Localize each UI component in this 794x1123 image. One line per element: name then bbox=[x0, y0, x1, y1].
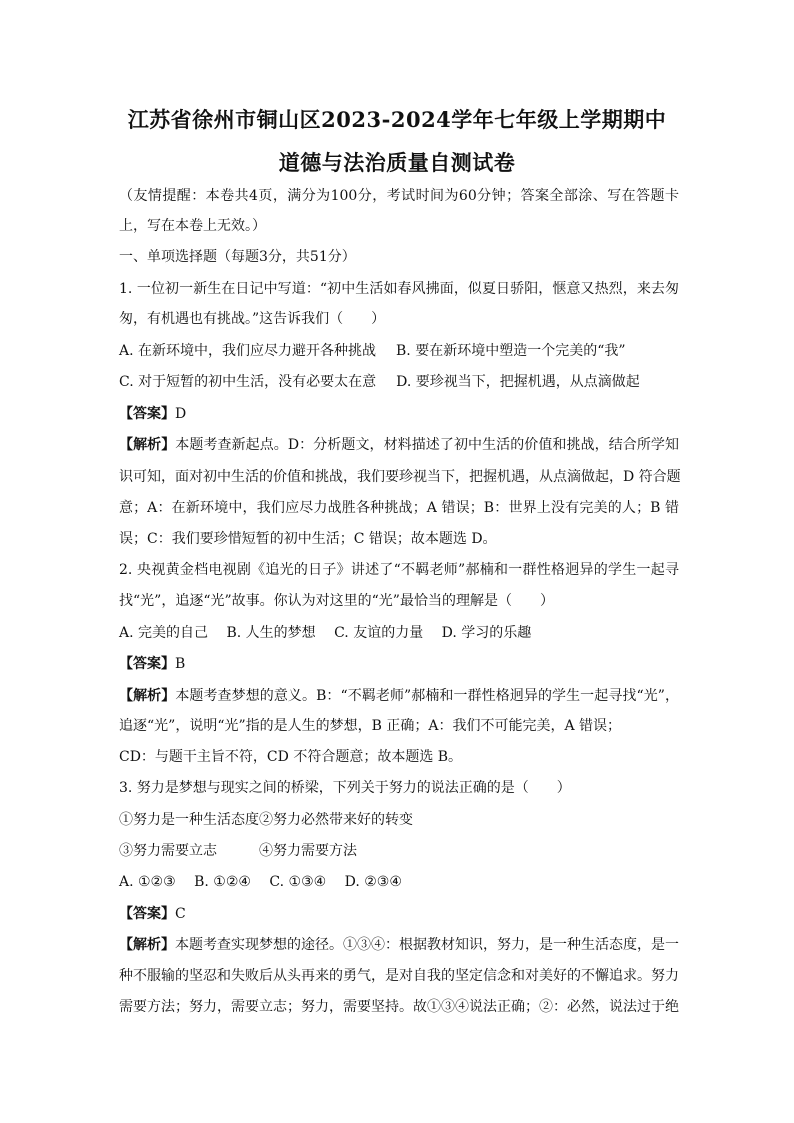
q3-analysis-line1 bbox=[119, 935, 679, 955]
q1-answer-value: D bbox=[175, 406, 187, 422]
notice-line1: （友情提醒：本卷共4页，满分为100分，考试时间为60分钟；答案全部涂、写在答题卡 bbox=[119, 188, 679, 204]
q1-analysis-text1: 本题考查新起点。D：分析题文，材料描述了初中生活的价值和挑战，结合所学知 bbox=[175, 437, 680, 453]
q1-analysis-line2: 识可知，面对初中生活的价值和挑战，我们要珍视当下，把握机遇，从点滴做起，D 符合题 bbox=[119, 469, 681, 485]
q2-stem-line2: 找“光”，追逐“光”故事。你认为对这里的“光”最恰当的理解是（ ） bbox=[119, 593, 554, 609]
q1-option-d: D. 要珍视当下，把握机遇，从点滴做起 bbox=[396, 374, 640, 390]
q2-stem-line1: 2. 央视黄金档电视剧《追光的日子》讲述了“不羁老师”郝楠和一群性格迥异的学生一起寻 bbox=[119, 562, 679, 578]
q3-analysis-text1: 本题考查实现梦想的途径。①③④：根据教材知识，努力，是一种生活态度，是一 bbox=[175, 937, 679, 953]
q1-analysis-line4: 误；C：我们要珍惜短暂的初中生活；C 错误；故本题选 D。 bbox=[119, 531, 497, 547]
q1-stem-line1: 1. 一位初一新生在日记中写道：“初中生活如春风拂面，似夏日骄阳，惬意又热烈，来去匆 bbox=[119, 281, 679, 297]
q1-option-b: B. 要在新环境中塑造一个完美的“我” bbox=[396, 343, 626, 359]
q1-analysis-tag: 【解析】 bbox=[119, 437, 176, 453]
q2-analysis-tag: 【解析】 bbox=[119, 688, 176, 704]
exam-title-line1: 江苏省徐州市铜山区2023-2024学年七年级上学期期中 bbox=[127, 107, 667, 132]
q3-analysis-tag: 【解析】 bbox=[119, 937, 175, 953]
q3-statement-4: ④努力需要方法 bbox=[259, 843, 357, 859]
q1-option-a: A. 在新环境中，我们应尽力避开各种挑战 bbox=[119, 343, 377, 359]
notice-line2: 上，写在本卷上无效。） bbox=[119, 218, 266, 234]
q1-options-row2 bbox=[119, 372, 679, 392]
q1-stem-line2: 匆，有机遇也有挑战。”这告诉我们（ ） bbox=[119, 311, 386, 327]
q2-answer-value: B bbox=[175, 656, 186, 672]
q1-answer-tag: 【答案】 bbox=[119, 406, 175, 422]
exam-title-line2: 道德与法治质量自测试卷 bbox=[278, 150, 516, 175]
q3-analysis-line3: 需要方法；努力，需要立志；努力，需要坚持。故①③④说法正确；②：必然，说法过于绝 bbox=[119, 999, 679, 1015]
q3-statement-3: ③努力需要立志 bbox=[119, 843, 217, 859]
q2-analysis-line1 bbox=[119, 686, 679, 706]
q2-analysis-line2: 追逐“光”，说明“光”指的是人生的梦想，B 正确；A：我们不可能完美，A 错误； bbox=[119, 718, 622, 734]
q1-analysis-line3: 意；A：在新环境中，我们应尽力战胜各种挑战；A 错误；B：世界上没有完美的人；B 错 bbox=[119, 500, 679, 516]
q1-answer bbox=[119, 404, 679, 424]
q1-analysis-line1 bbox=[119, 435, 679, 455]
q2-answer-tag: 【答案】 bbox=[119, 656, 175, 672]
q3-stem-line1: 3. 努力是梦想与现实之间的桥梁，下列关于努力的说法正确的是（ ） bbox=[119, 780, 571, 796]
q2-answer bbox=[119, 654, 679, 674]
q3-statements-line2 bbox=[119, 841, 679, 861]
q3-analysis-line2: 种不服输的坚忍和失败后从头再来的勇气，是对自我的坚定信念和对美好的不懈追求。努力 bbox=[119, 968, 679, 984]
q3-statements-line1: ①努力是一种生活态度②努力必然带来好的转变 bbox=[119, 812, 413, 828]
q3-answer bbox=[119, 904, 679, 924]
q1-options-row1 bbox=[119, 341, 679, 361]
q3-options: A. ①②③ B. ①②④ C. ①③④ D. ②③④ bbox=[119, 874, 402, 890]
q1-option-c: C. 对于短暂的初中生活，没有必要太在意 bbox=[119, 374, 377, 390]
q3-answer-value: C bbox=[175, 906, 186, 922]
q2-analysis-text1: 本题考查梦想的意义。B：“不羁老师”郝楠和一群性格迥异的学生一起寻找“光”， bbox=[175, 688, 680, 704]
q2-options: A. 完美的自己 B. 人生的梦想 C. 友谊的力量 D. 学习的乐趣 bbox=[119, 625, 532, 641]
section-heading: 一、单项选择题（每题3分，共51分） bbox=[119, 249, 356, 265]
q2-analysis-line3: CD：与题干主旨不符，CD 不符合题意；故本题选 B。 bbox=[119, 749, 463, 765]
q3-answer-tag: 【答案】 bbox=[119, 906, 175, 922]
